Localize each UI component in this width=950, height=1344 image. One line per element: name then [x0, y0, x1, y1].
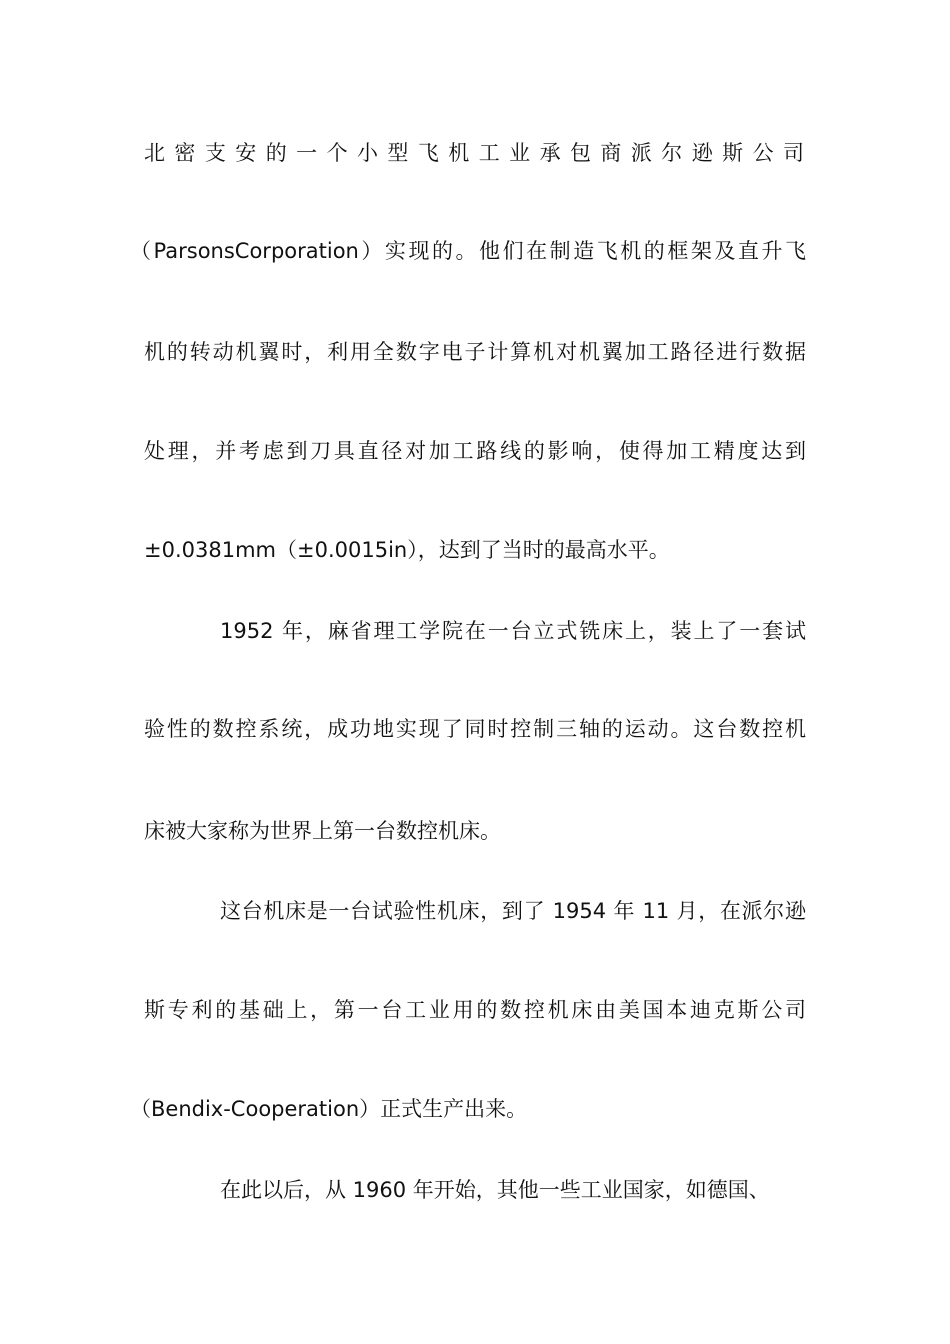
text-line-2: （ParsonsCorporation）实现的。他们在制造飞机的框架及直升飞: [130, 239, 806, 263]
text-line-1: 北密支安的一个小型飞机工业承包商派尔逊斯公司: [144, 141, 806, 165]
paragraph-start-1952: 1952 年，麻省理工学院在一台立式铣床上，装上了一套试: [220, 619, 806, 643]
text-line-4: 处理，并考虑到刀具直径对加工路线的影响，使得加工精度达到: [144, 439, 806, 463]
paragraph-start-1954: 这台机床是一台试验性机床，到了 1954 年 11 月，在派尔逊: [220, 899, 806, 923]
text-line-7: 验性的数控系统，成功地实现了同时控制三轴的运动。这台数控机: [144, 717, 806, 741]
text-line-10: 斯专利的基础上，第一台工业用的数控机床由美国本迪克斯公司: [144, 998, 806, 1022]
text-line-3: 机的转动机翼时，利用全数字电子计算机对机翼加工路径进行数据: [144, 340, 806, 364]
text-line-5: ±0.0381mm（±0.0015in），达到了当时的最高水平。: [144, 538, 670, 562]
text-line-8: 床被大家称为世界上第一台数控机床。: [144, 819, 501, 843]
text-line-11: （Bendix-Cooperation）正式生产出来。: [130, 1097, 528, 1121]
paragraph-start-1960: 在此以后，从 1960 年开始，其他一些工业国家，如德国、: [220, 1178, 770, 1202]
